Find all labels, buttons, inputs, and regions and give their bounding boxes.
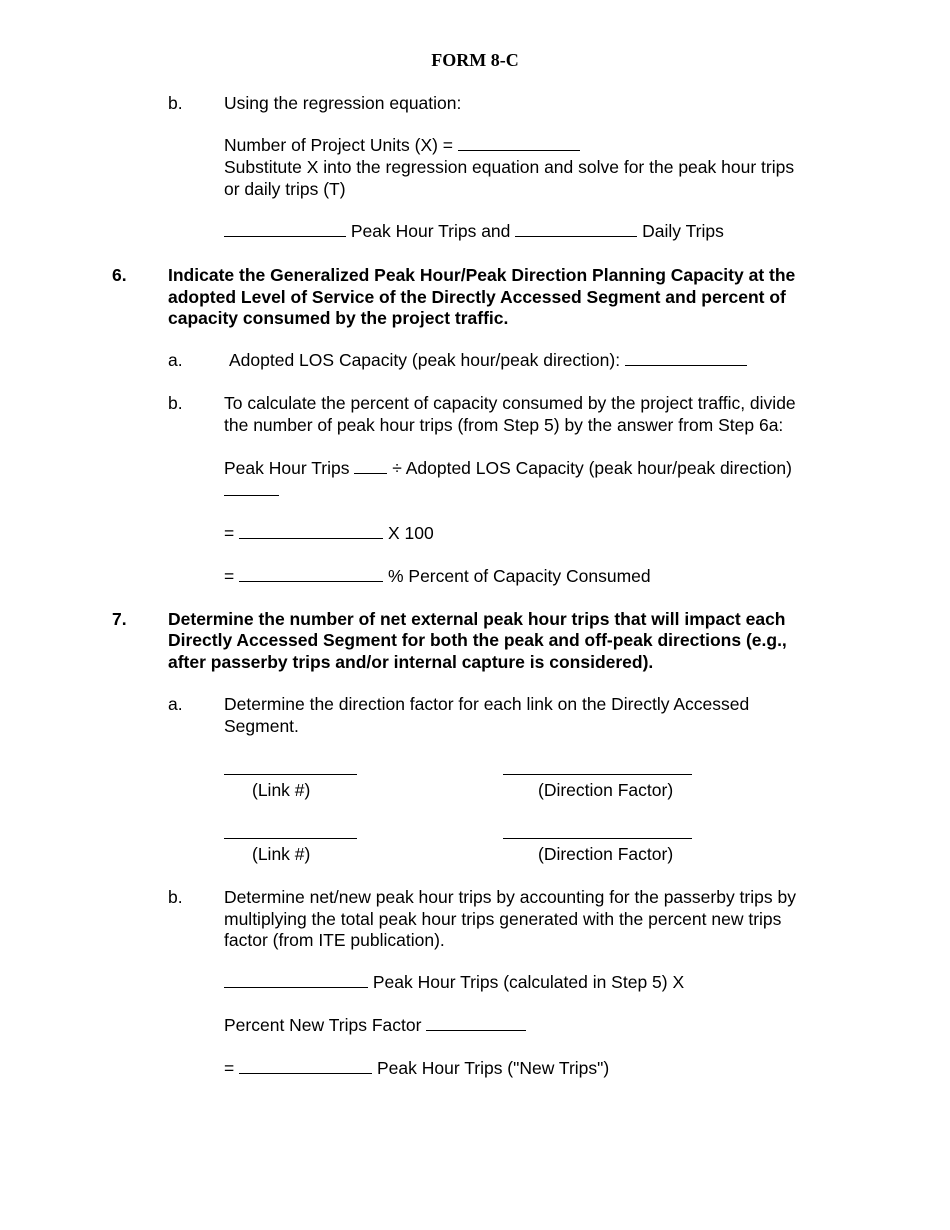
item-7b-line-3: factor (from ITE publication). bbox=[224, 930, 445, 950]
new-trips-result-row bbox=[224, 1058, 609, 1079]
new-trips-factor-blank[interactable] bbox=[426, 1015, 526, 1031]
item-7b-line-1: Determine net/new peak hour trips by accounting for the passerby trips by bbox=[224, 887, 796, 907]
daily-trips-label: Daily Trips bbox=[642, 221, 724, 241]
los-capacity-row bbox=[229, 350, 747, 371]
item-6b-line-1: To calculate the percent of capacity consumed by the project traffic, divide bbox=[224, 393, 796, 413]
percent-capacity-label: % Percent of Capacity Consumed bbox=[387, 566, 651, 586]
item-7b-line-2: multiplying the total peak hour trips generated with the percent new trips bbox=[224, 909, 782, 929]
new-trips-label: Peak Hour Trips ("New Trips") bbox=[376, 1058, 610, 1078]
section-6-heading-line-2: adopted Level of Service of the Directly Accessed Segment and percent of bbox=[168, 287, 786, 307]
item-6b-marker: b. bbox=[168, 393, 183, 413]
link-2-blank[interactable] bbox=[224, 838, 357, 839]
section-7-heading-line-1: Determine the number of net external peak hour trips that will impact each bbox=[168, 609, 786, 629]
link-2-label: (Link #) bbox=[252, 844, 311, 864]
divide-text: ÷ Adopted LOS Capacity (peak hour/peak direction) bbox=[392, 458, 792, 478]
section-7-heading-line-2: Directly Accessed Segment for both the peak and off-peak directions (e.g., bbox=[168, 630, 787, 650]
project-units-blank[interactable] bbox=[458, 135, 580, 151]
link-1-label: (Link #) bbox=[252, 780, 311, 800]
divide-row bbox=[224, 458, 792, 479]
peak-trips-blank[interactable] bbox=[354, 458, 387, 474]
section-7-heading-line-3: after passerby trips and/or internal capture is considered). bbox=[168, 652, 654, 672]
equation-row-2 bbox=[224, 566, 651, 587]
item-6b-line-2: the number of peak hour trips (from Step 5) by the answer from Step 6a: bbox=[224, 415, 784, 435]
peak-hour-trips-label: Peak Hour Trips and bbox=[350, 221, 511, 241]
direction-factor-2-label: (Direction Factor) bbox=[538, 844, 674, 864]
percent-capacity-blank[interactable] bbox=[239, 566, 383, 582]
peak-calc-row bbox=[224, 972, 684, 993]
item-6a-marker: a. bbox=[168, 350, 183, 370]
equation-2-equals: = bbox=[224, 566, 235, 586]
new-trips-factor-row bbox=[224, 1015, 526, 1036]
substitute-line-2: or daily trips (T) bbox=[224, 179, 346, 199]
project-units-row bbox=[224, 135, 580, 156]
project-units-label: Number of Project Units (X) = bbox=[224, 135, 454, 155]
new-trips-blank[interactable] bbox=[239, 1058, 372, 1074]
item-5b-text: Using the regression equation: bbox=[224, 93, 462, 113]
direction-factor-2-blank[interactable] bbox=[503, 838, 692, 839]
form-title: FORM 8-C bbox=[431, 50, 519, 70]
section-7-number: 7. bbox=[112, 609, 127, 629]
trips-row bbox=[224, 221, 724, 242]
equation-1-equals: = bbox=[224, 523, 235, 543]
equation-row-1 bbox=[224, 523, 434, 544]
item-7b-marker: b. bbox=[168, 887, 183, 907]
los-capacity-blank[interactable] bbox=[625, 350, 747, 366]
los-capacity-label: Adopted LOS Capacity (peak hour/peak direction): bbox=[229, 350, 621, 370]
direction-factor-1-label: (Direction Factor) bbox=[538, 780, 674, 800]
daily-trips-blank[interactable] bbox=[515, 221, 637, 237]
section-6-number: 6. bbox=[112, 265, 127, 285]
link-1-blank[interactable] bbox=[224, 774, 357, 775]
item-7a-marker: a. bbox=[168, 694, 183, 714]
peak-calc-label: Peak Hour Trips (calculated in Step 5) X bbox=[372, 972, 685, 992]
los-capacity-divisor-blank[interactable] bbox=[224, 495, 279, 496]
equation-1-suffix: X 100 bbox=[387, 523, 434, 543]
item-5b-marker: b. bbox=[168, 93, 183, 113]
item-7a-line-1: Determine the direction factor for each link on the Directly Accessed bbox=[224, 694, 750, 714]
substitute-line-1: Substitute X into the regression equation and solve for the peak hour trips bbox=[224, 157, 795, 177]
peak-trips-label: Peak Hour Trips bbox=[224, 458, 350, 478]
section-6-heading-line-3: capacity consumed by the project traffic. bbox=[168, 308, 509, 328]
section-6-heading-line-1: Indicate the Generalized Peak Hour/Peak Direction Planning Capacity at the bbox=[168, 265, 796, 285]
equation-1-blank[interactable] bbox=[239, 523, 383, 539]
item-7a-line-2: Segment. bbox=[224, 716, 299, 736]
peak-calc-blank[interactable] bbox=[224, 972, 368, 988]
new-trips-factor-label: Percent New Trips Factor bbox=[224, 1015, 422, 1035]
new-trips-equals: = bbox=[224, 1058, 235, 1078]
direction-factor-1-blank[interactable] bbox=[503, 774, 692, 775]
peak-hour-trips-blank[interactable] bbox=[224, 221, 346, 237]
